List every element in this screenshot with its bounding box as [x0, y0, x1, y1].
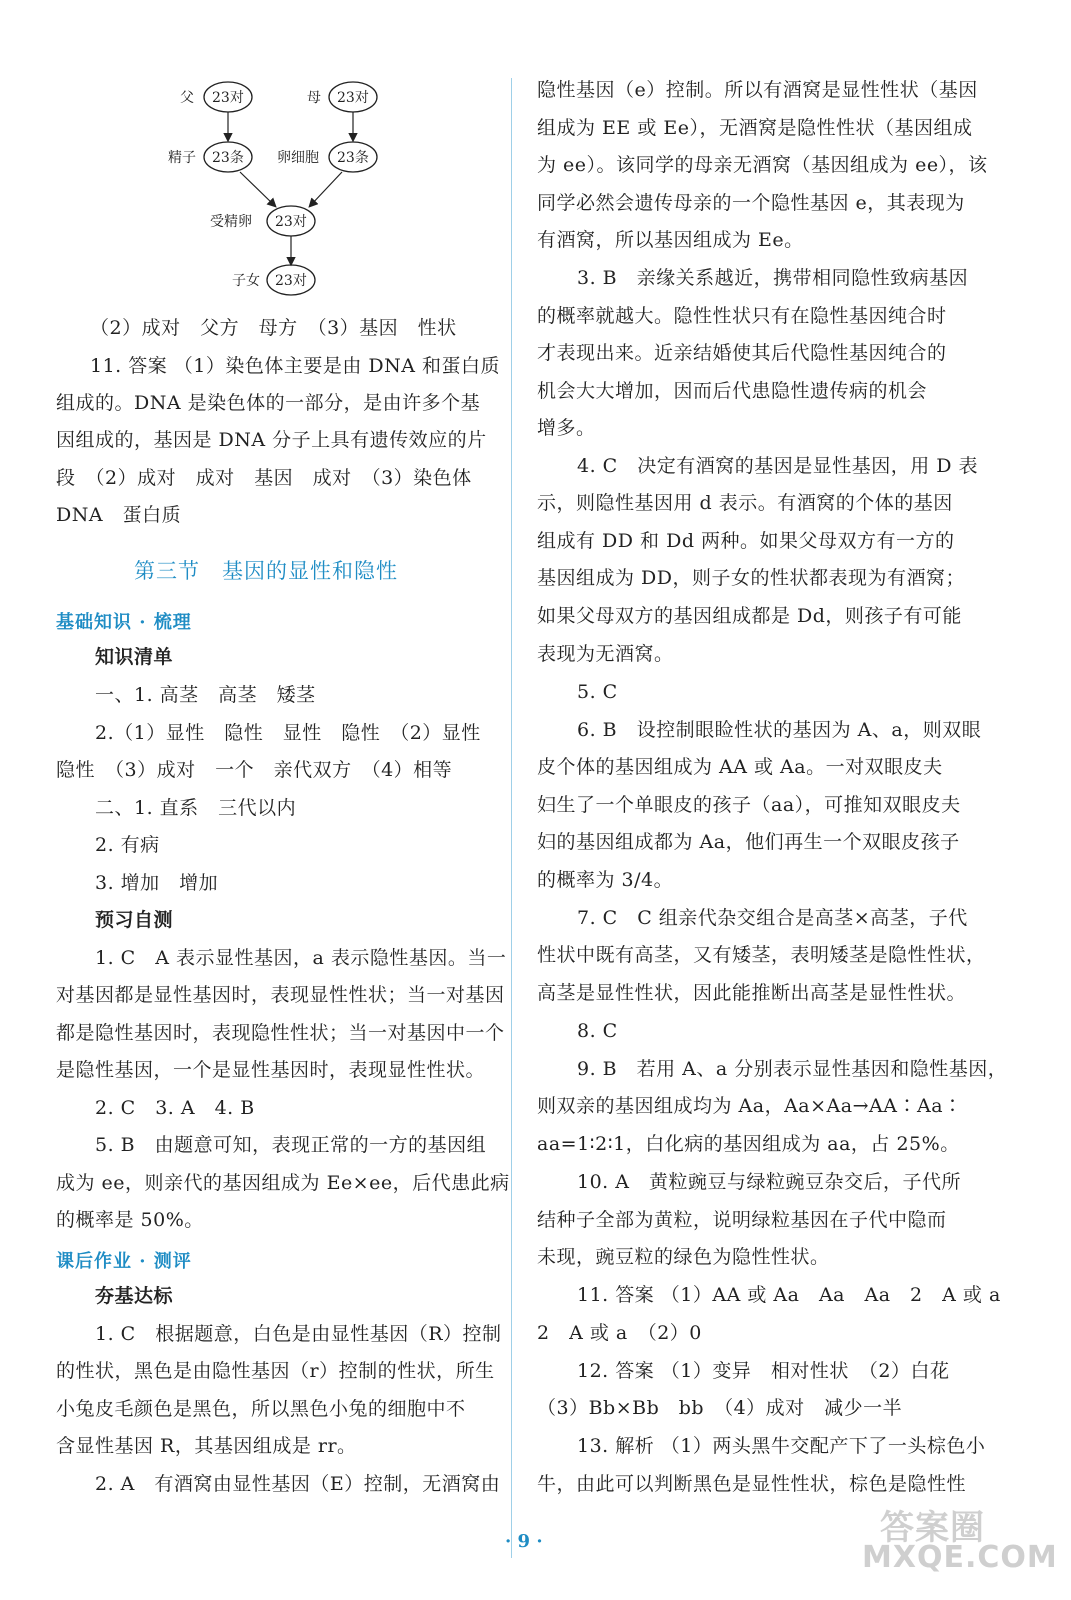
text-line: 结种子全部为黄粒，说明绿粒基因在子代中隐而	[537, 1209, 947, 1231]
text-line: 妇的基因组成都为 Aa，他们再生一个双眼皮孩子	[537, 831, 960, 853]
column-divider	[511, 78, 512, 1558]
text-line: 的概率是 50%。	[56, 1209, 204, 1231]
zygote-value: 23对	[275, 214, 307, 230]
subheading-foundation: 夯基达标	[95, 1285, 174, 1307]
text-line: 成为 ee，则亲代的基因组成为 Ee×ee，后代患此病	[56, 1172, 510, 1194]
text-line: 同学必然会遗传母亲的一个隐性基因 e，其表现为	[537, 192, 965, 214]
subheading-preview-test: 预习自测	[95, 909, 174, 931]
text-line: 皮个体的基因组成为 AA 或 Aa。一对双眼皮夫	[537, 756, 943, 778]
text-line: 表现为无酒窝。	[537, 643, 674, 665]
text-line: 组成的。DNA 是染色体的一部分，是由许多个基	[56, 392, 481, 414]
sperm-value: 23条	[212, 150, 244, 166]
text-line: 性状中既有高茎，又有矮茎，表明矮茎是隐性性状，	[537, 944, 986, 966]
heading-homework: 课后作业 · 测评	[56, 1251, 192, 1272]
subheading-knowledge-list: 知识清单	[95, 646, 174, 668]
text-line: 2.（1）显性 隐性 显性 隐性 （2）显性	[95, 722, 481, 744]
watermark-url: MXQE.COM	[862, 1540, 1058, 1575]
text-line: 6. B 设控制眼睑性状的基因为 A、a，则双眼	[577, 719, 982, 741]
text-line: 对基因都是显性基因时，表现显性性状；当一对基因	[56, 984, 505, 1006]
text-line: 组成为 EE 或 Ee），无酒窝是隐性性状（基因组成	[537, 117, 973, 139]
text-line: aa=1∶2∶1，白化病的基因组成为 aa，占 25%。	[537, 1133, 960, 1155]
text-line: 机会大大增加，因而后代患隐性遗传病的机会	[537, 380, 928, 402]
father-value: 23对	[212, 90, 244, 106]
text-line: 含显性基因 R，其基因组成是 rr。	[56, 1435, 357, 1457]
text-line: 9. B 若用 A、a 分别表示显性基因和隐性基因，	[577, 1058, 1008, 1080]
text-line: 10. A 黄粒豌豆与绿粒豌豆杂交后，子代所	[577, 1171, 961, 1193]
text-line: 11. 答案 （1）AA 或 Aa Aa Aa 2 A 或 a	[577, 1284, 1001, 1306]
text-line: 隐性 （3）成对 一个 亲代双方 （4）相等	[56, 759, 453, 781]
egg-label: 卵细胞	[277, 150, 319, 166]
watermark-logo: 答案圈	[880, 1508, 985, 1548]
text-line: 则双亲的基因组成均为 Aa，Aa×Aa→AA∶Aa∶	[537, 1095, 963, 1117]
text-line: 8. C	[577, 1020, 618, 1042]
text-line: 基因组成为 DD，则子女的性状都表现为有酒窝；	[537, 567, 966, 589]
text-line: 的性状，黑色是由隐性基因（r）控制的性状，所生	[56, 1360, 495, 1382]
heading-basic-knowledge: 基础知识 · 梳理	[56, 612, 192, 633]
text-line: 11. 答案 （1）染色体主要是由 DNA 和蛋白质	[90, 355, 501, 377]
text-line: 因组成的，基因是 DNA 分子上具有遗传效应的片	[56, 429, 487, 451]
text-line: 为 ee）。该同学的母亲无酒窝（基因组成为 ee），该	[537, 154, 988, 176]
text-line: 都是隐性基因时，表现隐性性状；当一对基因中一个	[56, 1022, 505, 1044]
child-label: 子女	[232, 273, 260, 289]
text-line: 二、1. 直系 三代以内	[95, 797, 297, 819]
text-line: 2. 有病	[95, 834, 160, 856]
text-line: 示，则隐性基因用 d 表示。有酒窝的个体的基因	[537, 492, 953, 514]
text-line: 是隐性基因，一个是显性基因时，表现显性性状。	[56, 1059, 486, 1081]
egg-value: 23条	[337, 150, 369, 166]
text-line: 有酒窝，所以基因组成为 Ee。	[537, 229, 804, 251]
text-line: 才表现出来。近亲结婚使其后代隐性基因纯合的	[537, 342, 947, 364]
text-line: 7. C C 组亲代杂交组合是高茎×高茎，子代	[577, 907, 968, 929]
sperm-label: 精子	[168, 150, 196, 166]
text-line: 妇生了一个单眼皮的孩子（aa），可推知双眼皮夫	[537, 794, 961, 816]
text-line: 增多。	[537, 417, 596, 439]
mother-value: 23对	[337, 90, 369, 106]
text-line: 1. C A 表示显性基因，a 表示隐性基因。当一	[95, 947, 507, 969]
text-line: （3）Bb×Bb bb （4）成对 减少一半	[537, 1397, 903, 1419]
text-line: 2 A 或 a （2）0	[537, 1322, 702, 1344]
text-line: 2. A 有酒窝由显性基因（E）控制，无酒窝由	[95, 1473, 501, 1495]
text-line: 的概率为 3/4。	[537, 869, 674, 891]
chromosome-inheritance-diagram	[150, 78, 380, 308]
text-line: 未现，豌豆粒的绿色为隐性性状。	[537, 1246, 830, 1268]
text-line: 13. 解析 （1）两头黑牛交配产下了一头棕色小	[577, 1435, 986, 1457]
section-title: 第三节 基因的显性和隐性	[134, 559, 398, 583]
page-number: · 9 ·	[505, 1531, 543, 1552]
text-line: 牛，由此可以判断黑色是显性性状，棕色是隐性性	[537, 1473, 967, 1495]
text-line: 3. 增加 增加	[95, 872, 219, 894]
text-line: 4. C 决定有酒窝的基因是显性基因，用 D 表	[577, 455, 979, 477]
text-line: 的概率就越大。隐性性状只有在隐性基因纯合时	[537, 305, 947, 327]
text-line: 1. C 根据题意，白色是由显性基因（R）控制	[95, 1323, 502, 1345]
text-line: 5. C	[577, 681, 618, 703]
text-line: 2. C 3. A 4. B	[95, 1097, 255, 1119]
text-line: 12. 答案 （1）变异 相对性状 （2）白花	[577, 1360, 950, 1382]
text-line: 3. B 亲缘关系越近，携带相同隐性致病基因	[577, 267, 969, 289]
text-line: DNA 蛋白质	[56, 504, 182, 526]
text-line: 5. B 由题意可知，表现正常的一方的基因组	[95, 1134, 487, 1156]
text-line: 小兔皮毛颜色是黑色，所以黑色小兔的细胞中不	[56, 1398, 466, 1420]
text-line: 高茎是显性性状，因此能推断出高茎是显性性状。	[537, 982, 967, 1004]
father-label: 父	[180, 90, 194, 106]
text-line: 隐性基因（e）控制。所以有酒窝是显性性状（基因	[537, 79, 978, 101]
text-line: 段 （2）成对 成对 基因 成对 （3）染色体	[56, 467, 472, 489]
zygote-label: 受精卵	[210, 214, 252, 230]
text-line: 组成有 DD 和 Dd 两种。如果父母双方有一方的	[537, 530, 955, 552]
text-line: 如果父母双方的基因组成都是 Dd，则孩子有可能	[537, 605, 962, 627]
child-value: 23对	[275, 273, 307, 289]
text-line: （2）成对 父方 母方 （3）基因 性状	[90, 317, 457, 339]
text-line: 一、1. 高茎 高茎 矮茎	[95, 684, 316, 706]
mother-label: 母	[307, 90, 321, 106]
